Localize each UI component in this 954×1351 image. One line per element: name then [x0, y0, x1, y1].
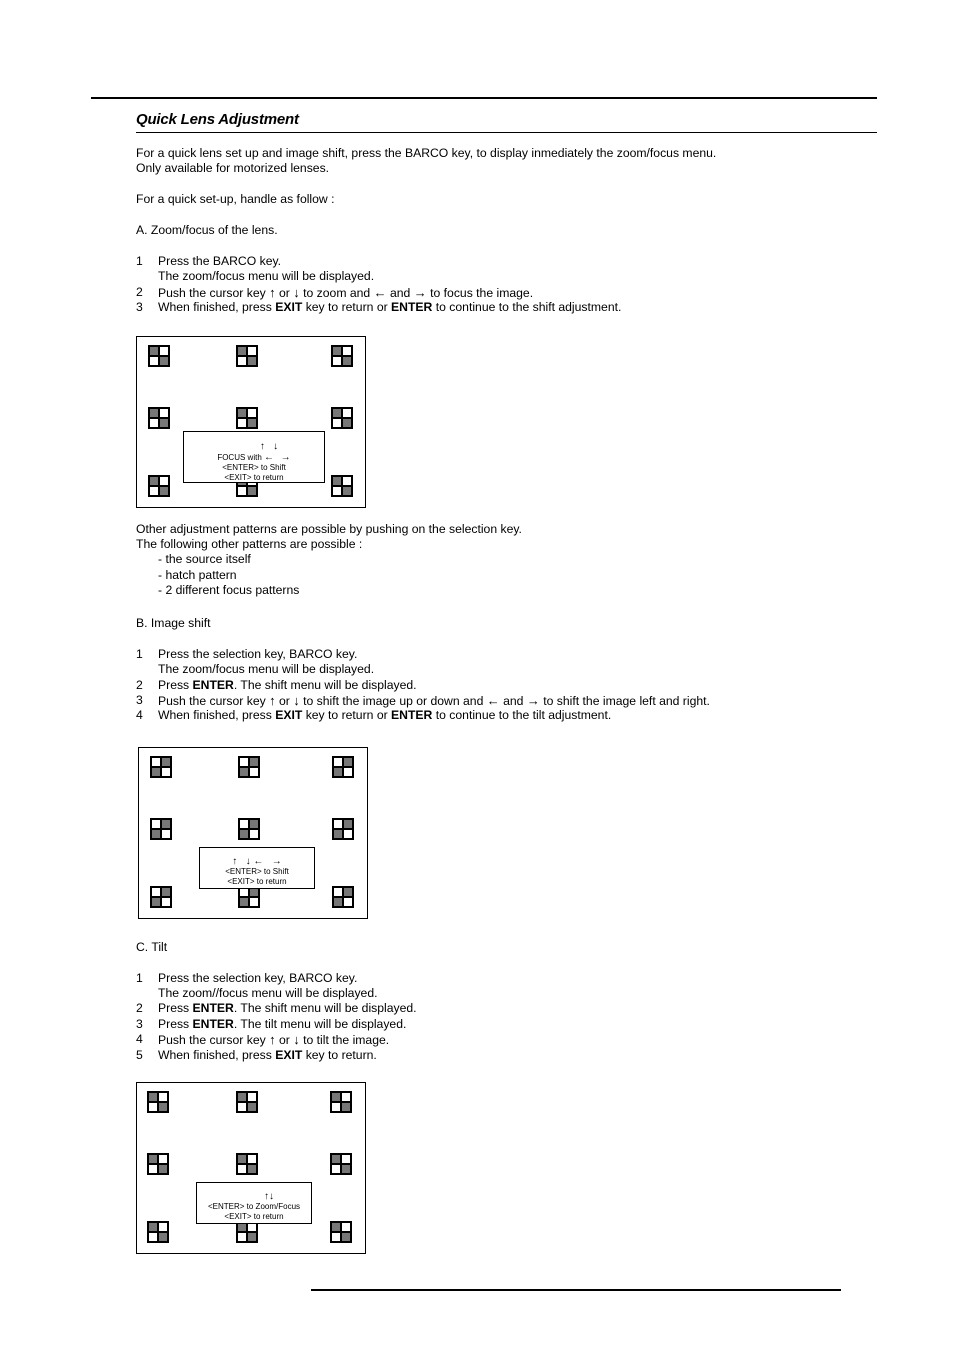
- arrow-down-icon: ↓: [245, 856, 251, 867]
- shift-menu-line: <EXIT> to return: [227, 876, 287, 886]
- focus-pattern-square: [236, 345, 258, 367]
- step-text: Press the selection key, BARCO key.: [158, 647, 358, 661]
- shift-pattern-figure: [138, 747, 368, 919]
- focus-pattern-square: [238, 818, 260, 840]
- focus-pattern-square: [148, 407, 170, 429]
- arrow-right-icon: →: [413, 285, 427, 300]
- arrow-down-icon: ↓: [269, 1191, 274, 1202]
- arrow-up-icon: ↑: [269, 285, 276, 300]
- tilt-pattern-figure: [136, 1082, 366, 1254]
- arrow-down-icon: ↓: [293, 1032, 300, 1047]
- focus-pattern-figure: [136, 336, 366, 508]
- step-number: 2: [136, 285, 143, 299]
- arrow-right-icon: →: [271, 856, 282, 867]
- focus-pattern-square: [147, 1091, 169, 1113]
- arrow-down-icon: ↓: [293, 693, 300, 708]
- step-number: 1: [136, 647, 143, 661]
- step-number: 3: [136, 1017, 143, 1031]
- arrow-left-icon: ←: [373, 285, 387, 300]
- step-number: 3: [136, 300, 143, 314]
- focus-pattern-square: [330, 1153, 352, 1175]
- intro-line-2: Only available for motorized lenses.: [136, 161, 330, 175]
- focus-pattern-square: [147, 1153, 169, 1175]
- step-number: 2: [136, 1001, 143, 1015]
- step-text: Push the cursor key ↑ or ↓ to tilt the image.: [158, 1032, 390, 1047]
- pattern-list-item: - the source itself: [158, 552, 251, 566]
- arrow-right-icon: →: [280, 452, 291, 463]
- arrow-left-icon: ←: [264, 452, 274, 463]
- section-a-heading: A. Zoom/focus of the lens.: [136, 223, 278, 237]
- focus-pattern-square: [236, 1221, 258, 1243]
- shift-menu-line: <ENTER> to Shift: [225, 867, 289, 876]
- step-text: Push the cursor key ↑ or ↓ to zoom and ← and → to focus the image.: [158, 285, 534, 300]
- arrow-down-icon: ↓: [293, 285, 300, 300]
- step-text: Press ENTER. The tilt menu will be displayed.: [158, 1017, 407, 1031]
- other-patterns-line-1: Other adjustment patterns are possible by pushing on the selection key.: [136, 522, 522, 536]
- focus-pattern-square: [330, 1091, 352, 1113]
- pattern-list-item: - 2 different focus patterns: [158, 583, 300, 597]
- step-text: The zoom//focus menu will be displayed.: [158, 986, 378, 1000]
- focus-pattern-square: [332, 886, 354, 908]
- step-number: 2: [136, 678, 143, 692]
- section-title: Quick Lens Adjustment: [136, 111, 299, 128]
- arrow-down-icon: ↓: [273, 441, 279, 452]
- step-text: Push the cursor key ↑ or ↓ to shift the image up or down and ← and → to shift the image left and right.: [158, 693, 710, 708]
- focus-pattern-square: [332, 756, 354, 778]
- focus-pattern-square: [238, 756, 260, 778]
- pattern-list-item: - hatch pattern: [158, 568, 237, 582]
- focus-pattern-square: [332, 818, 354, 840]
- arrow-up-icon: ↑: [259, 441, 265, 452]
- intro-line-1: For a quick lens set up and image shift, press the BARCO key, to display inmediately the zoom/focus menu.: [136, 146, 717, 160]
- top-rule: [91, 97, 877, 99]
- step-text: The zoom/focus menu will be displayed.: [158, 269, 375, 283]
- intro-line-3: For a quick set-up, handle as follow :: [136, 192, 335, 206]
- focus-menu-box: [183, 431, 325, 483]
- tilt-menu-line: <ENTER> to Zoom/Focus: [207, 1202, 301, 1211]
- tilt-menu-box: [196, 1182, 312, 1224]
- arrow-up-icon: ↑: [264, 1191, 269, 1202]
- focus-pattern-square: [238, 886, 260, 908]
- arrow-up-icon: ↑: [269, 1032, 276, 1047]
- focus-pattern-square: [150, 818, 172, 840]
- arrow-right-icon: →: [526, 693, 540, 708]
- focus-pattern-square: [331, 475, 353, 497]
- focus-menu-line: FOCUS with ← →: [217, 452, 291, 463]
- arrow-left-icon: ←: [486, 693, 500, 708]
- step-number: 4: [136, 1032, 143, 1046]
- step-text: Press ENTER. The shift menu will be displayed.: [158, 1001, 417, 1015]
- focus-pattern-square: [236, 407, 258, 429]
- focus-menu-line: <ENTER> to Shift: [222, 463, 286, 472]
- step-text: When finished, press EXIT key to return or ENTER to continue to the tilt adjustment.: [158, 708, 612, 722]
- focus-pattern-square: [330, 1221, 352, 1243]
- focus-pattern-square: [148, 345, 170, 367]
- step-text: Press the selection key, BARCO key.: [158, 971, 358, 985]
- section-b-heading: B. Image shift: [136, 616, 211, 630]
- step-text: The zoom/focus menu will be displayed.: [158, 662, 375, 676]
- step-number: 3: [136, 693, 143, 707]
- focus-pattern-square: [236, 1091, 258, 1113]
- arrow-up-icon: ↑: [232, 856, 238, 867]
- focus-pattern-square: [236, 1153, 258, 1175]
- step-text: Press ENTER. The shift menu will be displayed.: [158, 678, 417, 692]
- arrow-up-icon: ↑: [269, 693, 276, 708]
- section-c-heading: C. Tilt: [136, 940, 168, 954]
- other-patterns-line-2: The following other patterns are possible :: [136, 537, 363, 551]
- focus-pattern-square: [147, 1221, 169, 1243]
- bottom-rule: [311, 1289, 841, 1291]
- step-number: 5: [136, 1048, 143, 1062]
- step-text: Press the BARCO key.: [158, 254, 282, 268]
- step-number: 1: [136, 254, 143, 268]
- title-underline: [136, 132, 877, 133]
- arrow-left-icon: ←: [253, 856, 264, 867]
- step-text: When finished, press EXIT key to return or ENTER to continue to the shift adjustment.: [158, 300, 622, 314]
- shift-menu-box: [199, 847, 315, 889]
- focus-menu-line: <EXIT> to return: [224, 472, 284, 482]
- step-text: When finished, press EXIT key to return.: [158, 1048, 377, 1062]
- focus-pattern-square: [331, 407, 353, 429]
- focus-pattern-square: [150, 756, 172, 778]
- focus-pattern-square: [150, 886, 172, 908]
- tilt-menu-line: <EXIT> to return: [224, 1211, 284, 1221]
- focus-pattern-square: [148, 475, 170, 497]
- step-number: 4: [136, 708, 143, 722]
- focus-pattern-square: [331, 345, 353, 367]
- step-number: 1: [136, 971, 143, 985]
